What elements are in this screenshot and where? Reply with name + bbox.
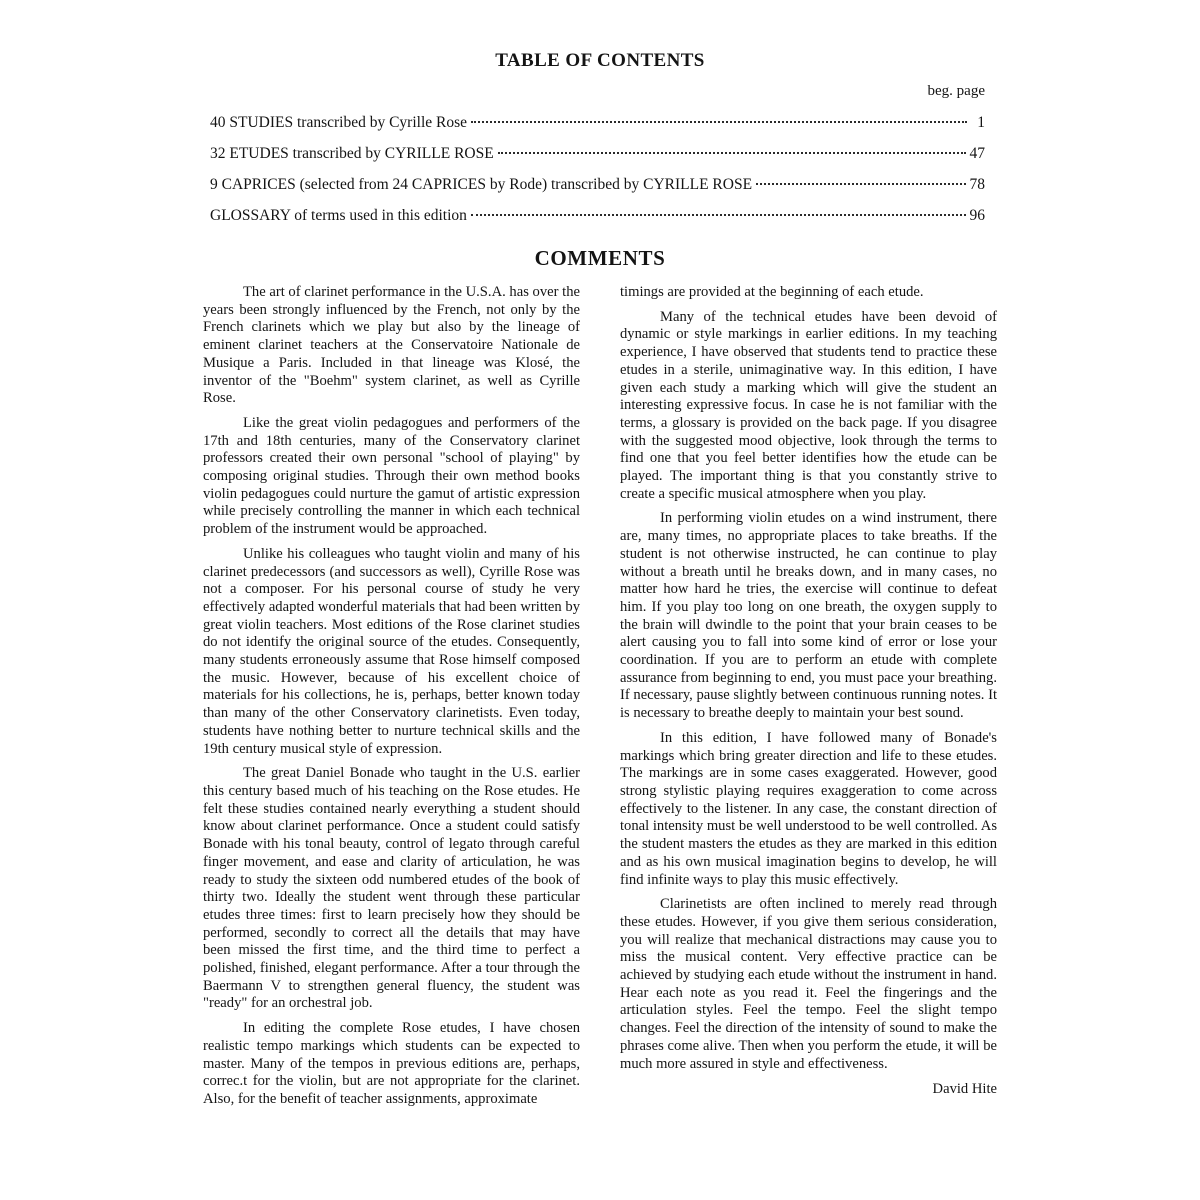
toc-entry-label: 32 ETUDES transcribed by CYRILLE ROSE xyxy=(210,144,494,162)
paragraph: Clarinetists are often inclined to merely read through these etudes. However, if you give them serious consideration, you will realize that mechanical distractions may cause you to miss the musical content. Very effective practice can be achieved by studying each etude without the instrument in hand. Hear each note as you read it. Feel the fingerings and the articulation styles. Feel the tempo. Feel the slight tempo changes. Feel the direction of the intensity of sound to make the phrases come alive. Then when you perform the etude, it will be much more assured in style and effectiveness. xyxy=(620,896,997,1072)
paragraph: Like the great violin pedagogues and performers of the 17th and 18th centuries, many of the Conservatory clarinet professors created their own personal "school of playing" by composing original studies. Through their own method books violin pedagogues could nurture the gamut of artistic expression while precisely controlling the manner in which each technical problem of the instrument would be approached. xyxy=(203,414,580,538)
toc-entry-page: 78 xyxy=(969,175,985,193)
right-column xyxy=(620,284,997,1116)
author-signature: David Hite xyxy=(932,1081,997,1098)
toc-entry xyxy=(210,146,985,163)
table-of-contents xyxy=(210,83,985,224)
toc-entry xyxy=(210,115,985,132)
comments-body xyxy=(203,284,997,1116)
toc-entry-label: GLOSSARY of terms used in this edition xyxy=(210,206,467,224)
paragraph: The art of clarinet performance in the U.S.A. has over the years been strongly influenced by the French, not only by the French clarinets which we play but also by the lineage of eminent clarinet teachers at the Conservatoire Nationale de Musique a Paris. Included in that lineage was Klosé, the inventor of the "Boehm" system clarinet, as well as Cyrille Rose. xyxy=(203,284,580,407)
paragraph: Unlike his colleagues who taught violin and many of his clarinet predecessors (and successors as well), Cyrille Rose was not a composer. For his personal course of study he very effectively adapted wonderful materials that had been written by great violin teachers. Most editions of the Rose clarinet studies do not identify the original source of the etudes. Consequently, many students erroneously assume that Rose himself composed the music. However, because of his excellent choice of materials for his collections, he is, perhaps, better known today than many of the other Conservatory clarinetists. Even today, students have nothing better to nurture technical skills and the 19th century musical style of expression. xyxy=(203,545,580,757)
dotted-leader xyxy=(471,121,967,123)
paragraph: Many of the technical etudes have been devoid of dynamic or style markings in earlier editions. In my teaching experience, I have observed that students tend to practice these etudes in a sterile, unimaginative way. In this edition, I have given each study a marking which will give the student an interesting expressive focus. In case he is not familiar with the terms, a glossary is provided on the back page. If you disagree with the suggested mood objective, look through the terms to find one that you feel better identifies how the etude can be played. The important thing is that you constantly strive to create a specific musical atmosphere when you play. xyxy=(620,308,997,502)
left-column xyxy=(203,284,580,1116)
toc-entry-page: 47 xyxy=(969,144,985,162)
dotted-leader xyxy=(756,183,965,185)
toc-entry-label: 9 CAPRICES (selected from 24 CAPRICES by Rode) transcribed by CYRILLE ROSE xyxy=(210,175,753,193)
toc-title: TABLE OF CONTENTS xyxy=(495,50,705,71)
paragraph-continuation: timings are provided at the beginning of each etude. xyxy=(620,284,924,300)
paragraph: In performing violin etudes on a wind instrument, there are, many times, no appropriate places to take breaths. If the student is not otherwise instructed, he can continue to play without a breath until he breaks down, and in many cases, no matter how hard he tries, the exercise will continue to defeat him. If you play too long on one breath, the oxygen supply to the brain will dwindle to the point that your brain ceases to be alert causing you to fall into some kind of error or lose your coordination. If you are to perform an etude with complete assurance from beginning to end, you must pace your breathing. If necessary, pause slightly between continuous running notes. It is necessary to breathe deeply to maintain your best sound. xyxy=(620,510,997,722)
beg-page-label: beg. page xyxy=(927,83,985,99)
comments-title: COMMENTS xyxy=(534,246,666,270)
toc-entry xyxy=(210,177,985,194)
toc-entry-page: 96 xyxy=(969,206,985,224)
paragraph: In this edition, I have followed many of Bonade's markings which bring greater direction and life to these etudes. The markings are in some cases exaggerated. However, good strong stylistic playing requires exaggeration to come across effectively to the listener. In any case, the constant direction of tonal intensity must be well understood to be well controlled. As the student masters the etudes as they are marked in this edition and as his own musical imagination begins to develop, he will find infinite ways to play this music effectively. xyxy=(620,729,997,888)
paragraph: The great Daniel Bonade who taught in the U.S. earlier this century based much of his teaching on the Rose etudes. He felt these studies contained nearly everything a student should know about clarinet performance. Once a student could satisfy Bonade with his tonal beauty, control of legato through careful finger movement, and ease and clarity of articulation, he was ready to study the sixteen odd numbered etudes of the book of thirty two. Ideally the student went through these particular etudes three times: first to learn precisely how they should be performed, secondly to correct all the details that may have been missed the first time, and the third time to perfect a polished, finished, elegant performance. After a tour through the Baermann V to strengthen general fluency, the student was "ready" for an orchestral job. xyxy=(203,765,580,1012)
toc-entry xyxy=(210,208,985,225)
paragraph: In editing the complete Rose etudes, I have chosen realistic tempo markings which students can be expected to master. Many of the tempos in previous editions are, perhaps, correc.t for the violin, but are not appropriate for the clarinet. Also, for the benefit of teacher assignments, approximate xyxy=(203,1020,580,1107)
dotted-leader xyxy=(498,152,966,154)
dotted-leader xyxy=(471,214,966,216)
toc-entry-label: 40 STUDIES transcribed by Cyrille Rose xyxy=(210,113,468,131)
toc-entry-page: 1 xyxy=(977,113,985,131)
